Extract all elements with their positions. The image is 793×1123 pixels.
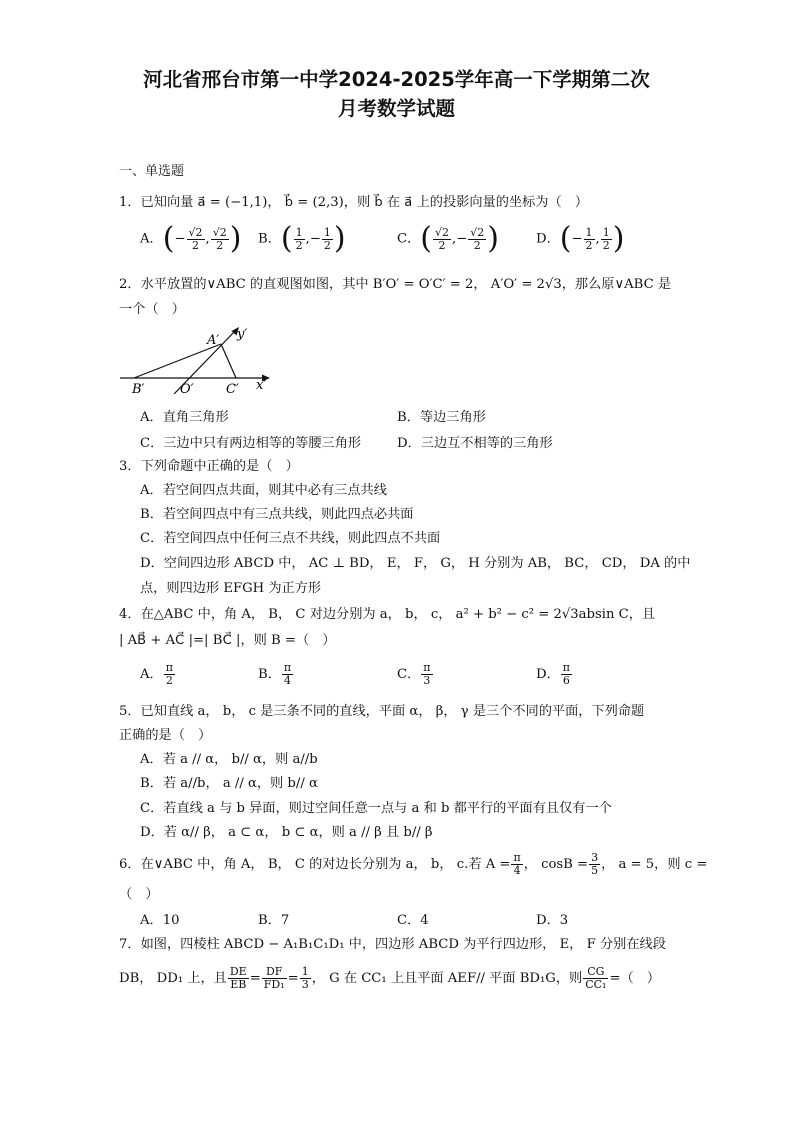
q1-c-den1: 2 (438, 238, 446, 252)
q1-b-den1: 2 (295, 238, 303, 252)
q1-c-num2: √2 (470, 225, 485, 239)
q4-b-den: 4 (284, 674, 291, 687)
q1-d-sign1: − (571, 231, 583, 247)
q1-d-frac2 (601, 227, 612, 252)
q2-stem-line1: 2．水平放置的∨ABC 的直观图如图，其中 B′O′ = O′C′ = 2， A′O′ = 2√3，那么原∨ABC 是 (119, 277, 672, 292)
q6-stem-pre: 6．在∨ABC 中，角 A， B， C 的对边长分别为 a， b， c.若 A = (119, 857, 511, 872)
q1-c-frac2 (468, 227, 486, 252)
q4-option-b (258, 662, 294, 687)
q4-stem-line1: 4．在△ABC 中，角 A， B， C 对边分别为 a， b， c， a² + b² − c² = 2√3absin C，且 (119, 607, 656, 622)
label-y: y′ (237, 327, 248, 342)
q2-stem-line2: 一个（ ） (119, 302, 185, 317)
label-o: O′ (180, 382, 194, 394)
page-title-line2: 月考数学试题 (337, 97, 455, 120)
q1-a-den2: 2 (216, 238, 224, 252)
q1-option-c: C．( $\frac{√2}{2}$ ,− $\frac{√2}{2}$ ) (397, 221, 500, 256)
q1-b-den2: 2 (323, 238, 331, 252)
q1-option-a-label: A． (140, 231, 163, 247)
q4-a-den: 2 (165, 674, 173, 687)
q6-option-d: D．3 (536, 913, 569, 928)
q4-option-d-label: D． (536, 667, 560, 682)
q4-option-a (140, 662, 176, 687)
q4-a-frac (164, 662, 175, 687)
q4-option-c-label: C． (397, 667, 421, 682)
q6-stem-mid: ， cosB = (523, 857, 589, 872)
q3-stem: 3．下列命题中正确的是（ ） (119, 459, 299, 474)
q7-stem-line1: 7．如图，四棱柱 ABCD − A₁B₁C₁D₁ 中，四边形 ABCD 为平行四边形， E， F 分别在线段 (119, 937, 666, 952)
q1-c-num1: √2 (435, 225, 450, 239)
q4-b-num: π (283, 661, 292, 674)
q3-option-d-line1: D．空间四边形 ABCD 中， AC ⊥ BD， E， F， G， H 分别为 AB， BC， CD， DA 的中 (140, 556, 691, 571)
q5-stem-line2: 正确的是（ ） (119, 728, 212, 743)
q1-option-b: B．( $\frac{1}{2}$ ,− $\frac{1}{2}$ ) (258, 221, 346, 256)
q7-eq2: = (287, 971, 299, 986)
q7-f3-den: 3 (301, 978, 309, 991)
q1-a-den1: 2 (192, 238, 199, 252)
q4-a-num: π (165, 661, 173, 674)
q4-b-frac (282, 662, 293, 687)
q4-d-num: π (562, 661, 570, 674)
q4-c-den: 3 (423, 674, 431, 687)
q2-option-b: B．等边三角形 (397, 410, 486, 425)
q1-b-num2: 1 (323, 225, 331, 239)
q1-d-den2: 2 (602, 238, 610, 252)
segment-ac (221, 344, 236, 378)
q2-oblique-figure (118, 322, 278, 394)
q1-b-frac2 (322, 227, 333, 252)
q7-f4-num: CG (583, 966, 608, 979)
q1-d-num1: 1 (585, 225, 593, 239)
q7-f2-den: FD₁ (263, 978, 285, 991)
q7-f1-den: EB (230, 978, 247, 991)
q1-option-b-label: B． (258, 231, 281, 247)
q4-option-a-label: A． (140, 667, 163, 682)
q7-frac-cg-cc1 (583, 966, 608, 991)
q1-option-c-label: C． (397, 231, 421, 247)
q6-a-num: π (513, 851, 521, 864)
q1-c-den2: 2 (473, 238, 481, 252)
q2-option-a: A．直角三角形 (140, 410, 229, 425)
q1-b-sign2: − (309, 231, 321, 247)
label-x: x′ (256, 378, 267, 393)
q1-d-den1: 2 (585, 238, 593, 252)
q4-option-c (397, 662, 434, 687)
q1-c-frac1 (433, 227, 451, 252)
q6-stem-line2: （ ） (119, 887, 159, 902)
q1-option-d-label: D． (536, 231, 560, 247)
q4-c-num: π (423, 661, 431, 674)
q6-stem-line1 (119, 852, 707, 877)
q3-option-a: A．若空间四点共面，则其中必有三点共线 (140, 483, 387, 498)
q7-f1-num: DE (229, 965, 247, 978)
q5-stem-line1: 5．已知直线 a， b， c 是三条不同的直线，平面 α， β， γ 是三个不同的平面，下列命题 (119, 704, 645, 719)
q5-option-b: B．若 a//b， a // α，则 b// α (140, 776, 318, 791)
q6-cos-den: 5 (591, 864, 599, 877)
q1-d-frac1 (584, 227, 595, 252)
q7-frac-de-eb (228, 966, 249, 991)
q4-stem-line2: | AB⃗ + AC⃗ |=| BC⃗ |，则 B =（ ） (119, 633, 336, 648)
q4-option-d (536, 662, 573, 687)
q7-stem2-pre: DB， DD₁ 上，且 (119, 971, 227, 986)
q7-f2-num: DF (262, 966, 287, 979)
q1-a-frac1 (187, 227, 205, 252)
q3-option-d-line2: 点，则四边形 EFGH 为正方形 (140, 581, 322, 596)
q1-a-num1: √2 (188, 225, 203, 239)
q2-option-c: C．三边中只有两边相等的等腰三角形 (140, 436, 362, 451)
q6-cos-frac (589, 852, 600, 877)
q1-d-num2: 1 (602, 225, 610, 239)
q7-f4-den: CC₁ (585, 978, 607, 991)
q7-stem2-post: =（ ） (609, 971, 661, 986)
q1-stem: 1．已知向量 a⃗ = (−1,1)， b⃗ = (2,3)，则 b⃗ 在 a⃗ 上的投影向量的坐标为（ ） (119, 195, 589, 210)
q4-option-b-label: B． (258, 667, 281, 682)
q5-option-d: D．若 α// β， a ⊂ α， b ⊂ α，则 a // β 且 b// β (140, 825, 433, 840)
page-title-line1: 河北省邢台市第一中学2024-2025学年高一下学期第二次 (143, 68, 650, 91)
q1-a-frac2 (211, 227, 229, 252)
label-b: B′ (132, 382, 145, 394)
q7-frac-one-third (300, 966, 311, 991)
q1-b-frac1 (294, 227, 305, 252)
q4-d-den: 6 (562, 674, 570, 687)
q6-stem-post: ， a = 5，则 c = (601, 857, 708, 872)
q6-option-b: B．7 (258, 913, 290, 928)
segment-ba (134, 344, 221, 378)
q6-a-den: 4 (513, 864, 521, 877)
q7-f3-num: 1 (301, 965, 309, 978)
q5-option-c: C．若直线 a 与 b 异面，则过空间任意一点与 a 和 b 都平行的平面有且仅有一个 (140, 801, 612, 816)
q7-stem2-mid: ， G 在 CC₁ 上且平面 AEF// 平面 BD₁G，则 (311, 971, 583, 986)
label-c: C′ (226, 382, 239, 394)
q6-option-c: C．4 (397, 913, 429, 928)
q1-c-sign2: − (456, 231, 468, 247)
q4-c-frac (421, 662, 432, 687)
section-heading: 一、单选题 (119, 164, 185, 179)
q6-option-a: A．10 (140, 913, 180, 928)
q1-option-d: D．(− $\frac{1}{2}$ , $\frac{1}{2}$ ) (536, 221, 625, 256)
q3-option-c: C．若空间四点中任何三点不共线，则此四点不共面 (140, 531, 441, 546)
q3-option-b: B．若空间四点中有三点共线，则此四点必共面 (140, 507, 414, 522)
q1-b-num1: 1 (295, 225, 303, 239)
q6-cos-num: 3 (591, 851, 599, 864)
q5-option-a: A．若 a // α， b// α，则 a//b (140, 752, 318, 767)
q1-a-sign1: − (174, 231, 186, 247)
q1-option-a: A．(− $\frac{√2}{2}$ , $\frac{√2}{2}$ ) (140, 221, 242, 256)
q2-option-d: D．三边互不相等的三角形 (397, 436, 553, 451)
q1-a-num2: √2 (212, 225, 227, 239)
q6-a-frac (511, 852, 522, 877)
label-a: A′ (207, 333, 220, 348)
q4-d-frac (561, 662, 572, 687)
q7-eq1: = (249, 971, 261, 986)
q7-frac-df-fd1 (262, 966, 287, 991)
q7-stem-line2 (119, 966, 660, 991)
